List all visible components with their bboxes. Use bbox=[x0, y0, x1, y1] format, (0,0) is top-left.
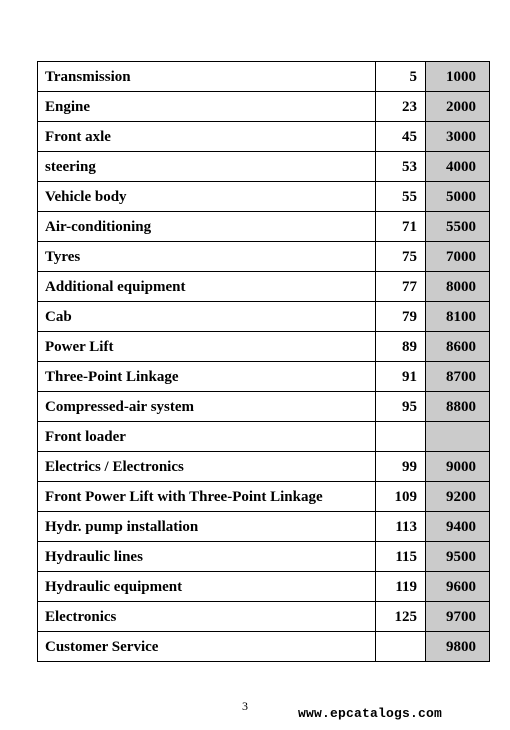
section-code-cell: 8100 bbox=[426, 302, 490, 332]
section-code-cell: 8600 bbox=[426, 332, 490, 362]
section-title-cell: Engine bbox=[38, 92, 376, 122]
section-code-cell: 9200 bbox=[426, 482, 490, 512]
page-number-cell: 71 bbox=[376, 212, 426, 242]
section-title-cell: Air-conditioning bbox=[38, 212, 376, 242]
table-row bbox=[38, 602, 490, 632]
page-number-cell: 89 bbox=[376, 332, 426, 362]
page-number-cell: 55 bbox=[376, 182, 426, 212]
page-number-cell: 53 bbox=[376, 152, 426, 182]
page-number-cell: 109 bbox=[376, 482, 426, 512]
table-of-contents bbox=[37, 61, 490, 662]
section-code-cell bbox=[426, 422, 490, 452]
section-title-cell: Additional equipment bbox=[38, 272, 376, 302]
section-title-cell: Front Power Lift with Three-Point Linkage bbox=[38, 482, 376, 512]
watermark-link[interactable]: www.epcatalogs.com bbox=[298, 706, 443, 721]
table-row bbox=[38, 152, 490, 182]
page-number-cell: 79 bbox=[376, 302, 426, 332]
section-code-cell: 9700 bbox=[426, 602, 490, 632]
table-row bbox=[38, 212, 490, 242]
table-row bbox=[38, 92, 490, 122]
table-row bbox=[38, 572, 490, 602]
page-number-cell: 91 bbox=[376, 362, 426, 392]
section-title-cell: Front axle bbox=[38, 122, 376, 152]
section-title-cell: Cab bbox=[38, 302, 376, 332]
page-number-cell bbox=[376, 422, 426, 452]
section-title-cell: Vehicle body bbox=[38, 182, 376, 212]
page-number-cell: 115 bbox=[376, 542, 426, 572]
page-number: 3 bbox=[242, 699, 248, 713]
page-number-cell: 5 bbox=[376, 62, 426, 92]
page-number-cell bbox=[376, 632, 426, 662]
page-number-cell: 23 bbox=[376, 92, 426, 122]
table-row bbox=[38, 122, 490, 152]
section-title-cell: Electronics bbox=[38, 602, 376, 632]
toc-body bbox=[38, 62, 490, 662]
section-code-cell: 8800 bbox=[426, 392, 490, 422]
table-row bbox=[38, 392, 490, 422]
section-code-cell: 9400 bbox=[426, 512, 490, 542]
section-title-cell: Hydraulic lines bbox=[38, 542, 376, 572]
section-code-cell: 5000 bbox=[426, 182, 490, 212]
section-title-cell: Three-Point Linkage bbox=[38, 362, 376, 392]
section-code-cell: 8000 bbox=[426, 272, 490, 302]
page-number-cell: 125 bbox=[376, 602, 426, 632]
section-title-cell: steering bbox=[38, 152, 376, 182]
section-title-cell: Customer Service bbox=[38, 632, 376, 662]
section-code-cell: 3000 bbox=[426, 122, 490, 152]
section-title-cell: Hydraulic equipment bbox=[38, 572, 376, 602]
section-code-cell: 9500 bbox=[426, 542, 490, 572]
table-row bbox=[38, 542, 490, 572]
table-row bbox=[38, 242, 490, 272]
page-number-cell: 113 bbox=[376, 512, 426, 542]
table-row bbox=[38, 302, 490, 332]
section-code-cell: 1000 bbox=[426, 62, 490, 92]
table-row bbox=[38, 362, 490, 392]
table-row bbox=[38, 62, 490, 92]
table-row bbox=[38, 512, 490, 542]
section-code-cell: 2000 bbox=[426, 92, 490, 122]
section-title-cell: Front loader bbox=[38, 422, 376, 452]
section-title-cell: Electrics / Electronics bbox=[38, 452, 376, 482]
section-title-cell: Transmission bbox=[38, 62, 376, 92]
table-row bbox=[38, 482, 490, 512]
section-code-cell: 9800 bbox=[426, 632, 490, 662]
section-code-cell: 9600 bbox=[426, 572, 490, 602]
section-title-cell: Hydr. pump installation bbox=[38, 512, 376, 542]
section-code-cell: 4000 bbox=[426, 152, 490, 182]
table-row bbox=[38, 632, 490, 662]
section-code-cell: 5500 bbox=[426, 212, 490, 242]
table-row bbox=[38, 272, 490, 302]
section-code-cell: 7000 bbox=[426, 242, 490, 272]
table-row bbox=[38, 332, 490, 362]
page-number-cell: 45 bbox=[376, 122, 426, 152]
section-code-cell: 9000 bbox=[426, 452, 490, 482]
page-number-cell: 75 bbox=[376, 242, 426, 272]
page-number-cell: 95 bbox=[376, 392, 426, 422]
page-number-cell: 99 bbox=[376, 452, 426, 482]
table-row bbox=[38, 182, 490, 212]
page-number-cell: 119 bbox=[376, 572, 426, 602]
section-title-cell: Power Lift bbox=[38, 332, 376, 362]
section-title-cell: Compressed-air system bbox=[38, 392, 376, 422]
section-title-cell: Tyres bbox=[38, 242, 376, 272]
table-row bbox=[38, 422, 490, 452]
section-code-cell: 8700 bbox=[426, 362, 490, 392]
page-number-cell: 77 bbox=[376, 272, 426, 302]
table-row bbox=[38, 452, 490, 482]
